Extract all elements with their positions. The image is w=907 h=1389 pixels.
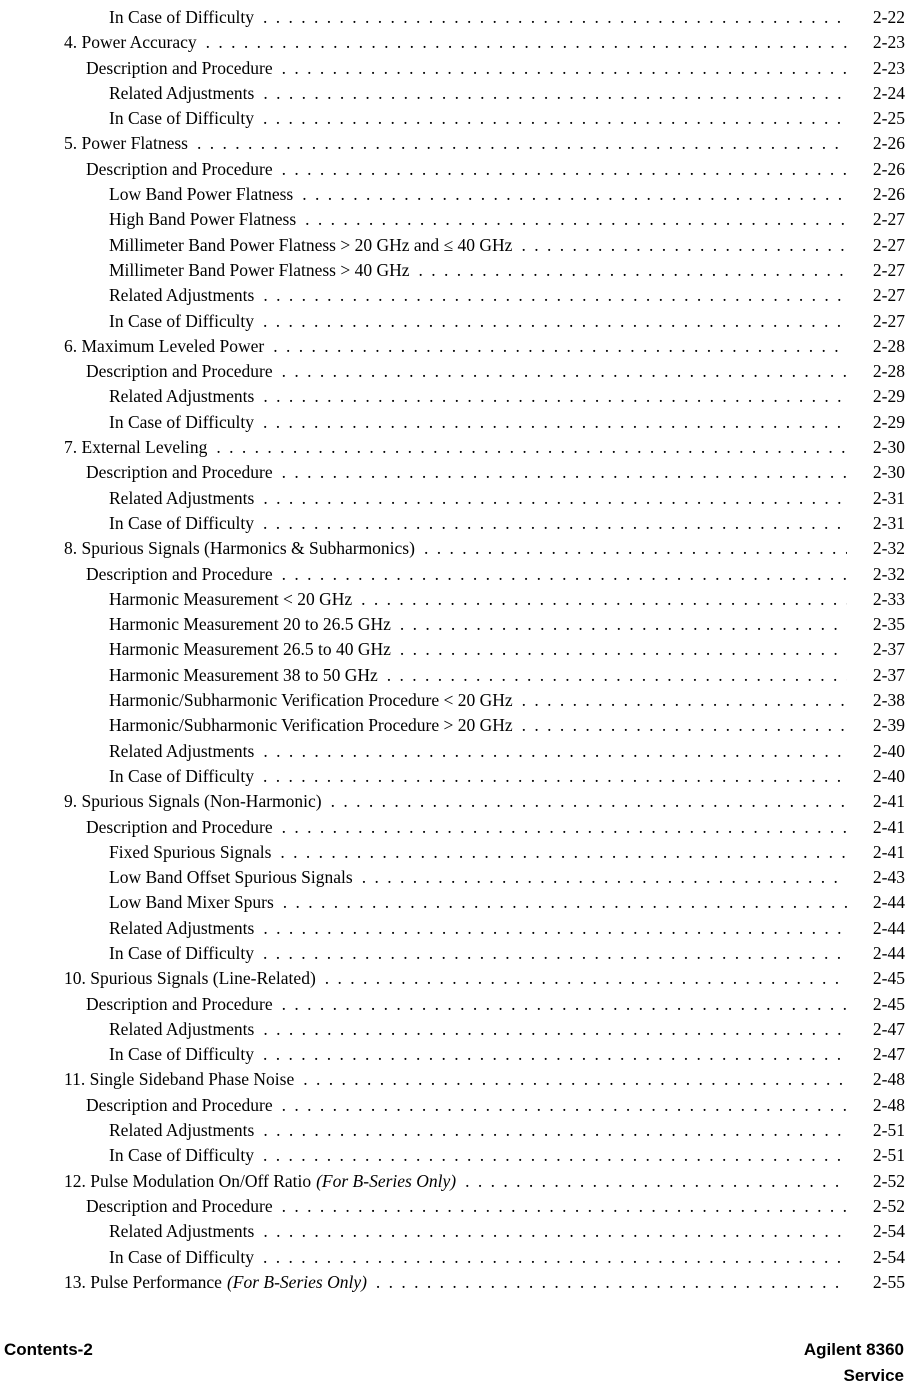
toc-entry-text: Millimeter Band Power Flatness > 20 GHz and ≤ 40 GHz bbox=[109, 234, 513, 255]
toc-entry-title bbox=[109, 840, 271, 865]
toc-entry bbox=[0, 5, 905, 30]
toc-entry-page: 2-55 bbox=[872, 1271, 905, 1292]
toc-entry bbox=[0, 334, 905, 359]
dot-leader bbox=[263, 1017, 847, 1042]
toc-entry-title bbox=[64, 789, 322, 814]
toc-entry-title bbox=[109, 207, 296, 232]
toc-entry-page: 2-27 bbox=[872, 209, 905, 230]
dot-leader bbox=[331, 789, 847, 814]
toc-entry-page: 2-51 bbox=[872, 1120, 905, 1141]
toc-entry-title bbox=[109, 587, 352, 612]
toc-entry bbox=[0, 890, 905, 915]
toc-entry-title bbox=[109, 106, 254, 131]
footer-page-label: Contents-2 bbox=[4, 1340, 93, 1359]
toc-entry-page: 2-23 bbox=[872, 57, 905, 78]
toc-entry-page: 2-48 bbox=[872, 1069, 905, 1090]
toc-entry-text: Related Adjustments bbox=[109, 487, 255, 508]
page-footer bbox=[4, 1337, 904, 1389]
dot-leader bbox=[305, 207, 847, 232]
toc-entry-text: Low Band Power Flatness bbox=[109, 184, 294, 205]
toc-entry-title bbox=[109, 486, 254, 511]
dot-leader bbox=[465, 1169, 847, 1194]
toc-entry-page: 2-41 bbox=[872, 791, 905, 812]
footer-doc-title: Agilent 8360 bbox=[803, 1340, 904, 1359]
dot-leader bbox=[282, 992, 847, 1017]
toc-entry-title bbox=[109, 511, 254, 536]
dot-leader bbox=[263, 5, 847, 30]
dot-leader bbox=[263, 1219, 847, 1244]
toc-entry-page: 2-37 bbox=[872, 639, 905, 660]
toc-entry-title bbox=[109, 688, 513, 713]
toc-entry bbox=[0, 1118, 905, 1143]
toc-entry-text: Description and Procedure bbox=[86, 993, 273, 1014]
toc-entry-text: Fixed Spurious Signals bbox=[109, 841, 272, 862]
toc-entry-title bbox=[109, 1143, 254, 1168]
toc-entry-title bbox=[109, 233, 512, 258]
toc-entry-text: Description and Procedure bbox=[86, 57, 273, 78]
dot-leader bbox=[280, 840, 847, 865]
footer-doc-info bbox=[804, 1337, 904, 1389]
toc-entry-page: 2-51 bbox=[872, 1145, 905, 1166]
dot-leader bbox=[263, 916, 847, 941]
dot-leader bbox=[400, 612, 847, 637]
toc-entry-text: In Case of Difficulty bbox=[109, 411, 254, 432]
toc-entry-title bbox=[109, 663, 378, 688]
toc-entry-title bbox=[86, 992, 273, 1017]
toc-entry-page: 2-44 bbox=[872, 942, 905, 963]
toc-entry bbox=[0, 309, 905, 334]
toc-entry bbox=[0, 511, 905, 536]
toc-entry-page: 2-40 bbox=[872, 740, 905, 761]
toc-entry bbox=[0, 916, 905, 941]
toc-entry-text: Description and Procedure bbox=[86, 563, 273, 584]
toc-entry-text: Harmonic Measurement < 20 GHz bbox=[109, 588, 353, 609]
toc-entry bbox=[0, 81, 905, 106]
toc-entry-page: 2-44 bbox=[872, 892, 905, 913]
toc-entry-page: 2-33 bbox=[872, 588, 905, 609]
toc-entry-page: 2-22 bbox=[872, 7, 905, 27]
toc-entry-text: High Band Power Flatness bbox=[109, 209, 297, 230]
dot-leader bbox=[263, 486, 847, 511]
toc-entry bbox=[0, 1067, 905, 1092]
toc-entry bbox=[0, 739, 905, 764]
toc-entry-title bbox=[109, 764, 254, 789]
toc-entry-page: 2-52 bbox=[872, 1170, 905, 1191]
toc-entry-page: 2-26 bbox=[872, 133, 905, 154]
dot-leader bbox=[273, 334, 847, 359]
toc-entry-page: 2-23 bbox=[872, 32, 905, 53]
toc-entry-text: In Case of Difficulty bbox=[109, 310, 254, 331]
toc-entry-page: 2-38 bbox=[872, 690, 905, 711]
toc-entry-text: 8. Spurious Signals (Harmonics & Subharmonics) bbox=[64, 538, 415, 559]
toc-entry bbox=[0, 612, 905, 637]
dot-leader bbox=[263, 511, 847, 536]
toc-entry-page: 2-27 bbox=[872, 285, 905, 306]
toc-entry-page: 2-43 bbox=[872, 867, 905, 888]
toc-entry bbox=[0, 233, 905, 258]
toc-entry-page: 2-32 bbox=[872, 563, 905, 584]
toc-entry bbox=[0, 258, 905, 283]
toc-entry-page: 2-47 bbox=[872, 1044, 905, 1065]
toc-entry-text: 11. Single Sideband Phase Noise bbox=[64, 1069, 295, 1090]
toc-entry bbox=[0, 992, 905, 1017]
dot-leader bbox=[263, 81, 847, 106]
toc-entry bbox=[0, 1093, 905, 1118]
toc-entry-text: In Case of Difficulty bbox=[109, 512, 254, 533]
toc-entry-title bbox=[109, 384, 254, 409]
toc-entry-page: 2-26 bbox=[872, 158, 905, 179]
toc-entry bbox=[0, 157, 905, 182]
toc-entry bbox=[0, 106, 905, 131]
toc-entry bbox=[0, 359, 905, 384]
toc-entry-page: 2-31 bbox=[872, 512, 905, 533]
toc-entry-title bbox=[64, 131, 188, 156]
toc-entry-text: Related Adjustments bbox=[109, 1018, 255, 1039]
toc-entry-text: 10. Spurious Signals (Line-Related) bbox=[64, 968, 316, 989]
toc-entry bbox=[0, 1219, 905, 1244]
toc-entry-title bbox=[109, 182, 293, 207]
toc-entry-title bbox=[109, 865, 353, 890]
toc-entry-text: In Case of Difficulty bbox=[109, 1246, 254, 1267]
toc-entry-title bbox=[109, 5, 254, 30]
toc-entry-page: 2-27 bbox=[872, 310, 905, 331]
dot-leader bbox=[282, 562, 847, 587]
dot-leader bbox=[303, 1067, 847, 1092]
dot-leader bbox=[283, 890, 847, 915]
dot-leader bbox=[216, 435, 847, 460]
toc-entry bbox=[0, 764, 905, 789]
toc-entry bbox=[0, 941, 905, 966]
dot-leader bbox=[263, 764, 847, 789]
footer-doc-subtitle: Service bbox=[843, 1366, 904, 1385]
toc-entry-text: Low Band Offset Spurious Signals bbox=[109, 867, 353, 888]
dot-leader bbox=[263, 106, 847, 131]
toc-entry-text: Description and Procedure bbox=[86, 1195, 273, 1216]
toc-entry-title bbox=[64, 1067, 294, 1092]
toc-entry-text: Harmonic/Subharmonic Verification Procedure < 20 GHz bbox=[109, 690, 513, 711]
toc-entry-page: 2-31 bbox=[872, 487, 905, 508]
toc-entry-page: 2-27 bbox=[872, 234, 905, 255]
toc-entry-text: Description and Procedure bbox=[86, 816, 273, 837]
toc-entry-title bbox=[109, 309, 254, 334]
dot-leader bbox=[325, 966, 847, 991]
dot-leader bbox=[282, 359, 847, 384]
toc-entry-title bbox=[86, 56, 273, 81]
dot-leader bbox=[282, 1093, 847, 1118]
toc-entry-title bbox=[86, 562, 273, 587]
toc-entry-page: 2-27 bbox=[872, 259, 905, 280]
toc-entry-title bbox=[86, 1093, 273, 1118]
dot-leader bbox=[263, 384, 847, 409]
toc-entry-page: 2-28 bbox=[872, 361, 905, 382]
toc-entry-title bbox=[109, 283, 254, 308]
toc-entry-title bbox=[64, 1270, 367, 1295]
toc-entry-title bbox=[109, 890, 274, 915]
toc-entry bbox=[0, 637, 905, 662]
toc-entry-page: 2-29 bbox=[872, 411, 905, 432]
toc-entry-title bbox=[109, 1245, 254, 1270]
toc-entry-title bbox=[109, 637, 391, 662]
toc-entry-text: Related Adjustments bbox=[109, 1120, 255, 1141]
toc-entry bbox=[0, 536, 905, 561]
toc-entry bbox=[0, 688, 905, 713]
toc-entry-page: 2-28 bbox=[872, 335, 905, 356]
dot-leader bbox=[263, 1042, 847, 1067]
toc-entry bbox=[0, 966, 905, 991]
toc-entry-text: Millimeter Band Power Flatness > 40 GHz bbox=[109, 259, 410, 280]
toc-entry-page: 2-30 bbox=[872, 462, 905, 483]
toc-entry bbox=[0, 587, 905, 612]
toc-entry-text: 13. Pulse Performance bbox=[64, 1271, 222, 1292]
toc-entry-title bbox=[64, 334, 264, 359]
toc-entry-page: 2-40 bbox=[872, 765, 905, 786]
toc-entry-page: 2-26 bbox=[872, 184, 905, 205]
toc-entry-page: 2-29 bbox=[872, 386, 905, 407]
toc-entry bbox=[0, 713, 905, 738]
toc-entry-title bbox=[109, 713, 513, 738]
toc-entry-text: In Case of Difficulty bbox=[109, 942, 254, 963]
toc-entry-page: 2-39 bbox=[872, 715, 905, 736]
toc-entry-text: In Case of Difficulty bbox=[109, 1145, 254, 1166]
toc-entry bbox=[0, 865, 905, 890]
dot-leader bbox=[424, 536, 847, 561]
toc-entry bbox=[0, 840, 905, 865]
dot-leader bbox=[197, 131, 847, 156]
toc-entry-page: 2-45 bbox=[872, 993, 905, 1014]
toc-entry-page: 2-48 bbox=[872, 1094, 905, 1115]
toc-entry bbox=[0, 460, 905, 485]
toc-entry-text: In Case of Difficulty bbox=[109, 7, 254, 27]
toc-entry bbox=[0, 663, 905, 688]
toc-entry-page: 2-24 bbox=[872, 82, 905, 103]
toc-entry-text: In Case of Difficulty bbox=[109, 108, 254, 129]
dot-leader bbox=[282, 157, 847, 182]
toc-entry-text: 4. Power Accuracy bbox=[64, 32, 197, 53]
toc-entry bbox=[0, 30, 905, 55]
dot-leader bbox=[521, 233, 847, 258]
toc-entry-title bbox=[86, 460, 273, 485]
toc-entry bbox=[0, 815, 905, 840]
toc-entry-title bbox=[86, 815, 273, 840]
toc-entry-title bbox=[109, 739, 254, 764]
toc-entry bbox=[0, 384, 905, 409]
toc-entry bbox=[0, 1245, 905, 1270]
toc-entry-page: 2-47 bbox=[872, 1018, 905, 1039]
dot-leader bbox=[376, 1270, 847, 1295]
toc-entry-title bbox=[109, 941, 254, 966]
dot-leader bbox=[263, 1118, 847, 1143]
toc-entry bbox=[0, 1143, 905, 1168]
toc-entry-text: 5. Power Flatness bbox=[64, 133, 188, 154]
toc-entry-text: 7. External Leveling bbox=[64, 437, 208, 458]
toc-entry-title bbox=[109, 81, 254, 106]
toc-entry-text: Low Band Mixer Spurs bbox=[109, 892, 274, 913]
toc-entry-page: 2-44 bbox=[872, 917, 905, 938]
toc-entry-text: Related Adjustments bbox=[109, 1221, 255, 1242]
toc-entry-page: 2-52 bbox=[872, 1195, 905, 1216]
toc-entry-title bbox=[109, 1017, 254, 1042]
toc-entry-title bbox=[109, 1118, 254, 1143]
toc-entry-text: 9. Spurious Signals (Non-Harmonic) bbox=[64, 791, 322, 812]
dot-leader bbox=[400, 637, 847, 662]
toc-entry-text: 6. Maximum Leveled Power bbox=[64, 335, 265, 356]
toc-entry-title bbox=[64, 30, 197, 55]
toc-entry bbox=[0, 435, 905, 460]
toc-entry-page: 2-30 bbox=[872, 437, 905, 458]
toc-entry-page: 2-41 bbox=[872, 841, 905, 862]
toc-entry-text: Description and Procedure bbox=[86, 462, 273, 483]
dot-leader bbox=[522, 688, 847, 713]
dot-leader bbox=[263, 309, 847, 334]
dot-leader bbox=[362, 865, 847, 890]
toc-entry bbox=[0, 486, 905, 511]
toc-entry-title bbox=[109, 1219, 254, 1244]
toc-entry-title bbox=[86, 157, 273, 182]
toc-entry bbox=[0, 1169, 905, 1194]
toc-entry-page: 2-25 bbox=[872, 108, 905, 129]
toc-entry-text: Description and Procedure bbox=[86, 361, 273, 382]
toc-entry bbox=[0, 283, 905, 308]
dot-leader bbox=[361, 587, 847, 612]
dot-leader bbox=[263, 941, 847, 966]
dot-leader bbox=[263, 1143, 847, 1168]
toc-entry-text: 12. Pulse Modulation On/Off Ratio bbox=[64, 1170, 312, 1191]
toc-entry bbox=[0, 1017, 905, 1042]
toc-entry-text: Related Adjustments bbox=[109, 285, 255, 306]
toc-entry-page: 2-45 bbox=[872, 968, 905, 989]
toc-entry bbox=[0, 1194, 905, 1219]
toc-entry-text: Harmonic Measurement 26.5 to 40 GHz bbox=[109, 639, 391, 660]
toc-entry bbox=[0, 56, 905, 81]
dot-leader bbox=[282, 460, 847, 485]
toc-entry-title bbox=[86, 359, 273, 384]
toc-entry-title bbox=[109, 410, 254, 435]
table-of-contents bbox=[0, 5, 907, 1295]
toc-entry-title bbox=[86, 1194, 273, 1219]
toc-entry-title bbox=[64, 536, 415, 561]
dot-leader bbox=[263, 410, 847, 435]
toc-entry-text: In Case of Difficulty bbox=[109, 1044, 254, 1065]
toc-entry-text: Related Adjustments bbox=[109, 740, 255, 761]
toc-entry bbox=[0, 207, 905, 232]
toc-entry-text: In Case of Difficulty bbox=[109, 765, 254, 786]
toc-entry-page: 2-32 bbox=[872, 538, 905, 559]
dot-leader bbox=[522, 713, 847, 738]
toc-entry-text: Related Adjustments bbox=[109, 386, 255, 407]
dot-leader bbox=[282, 1194, 847, 1219]
toc-entry-text-italic: (For B-Series Only) bbox=[226, 1271, 367, 1292]
toc-entry-text: Description and Procedure bbox=[86, 1094, 273, 1115]
dot-leader bbox=[263, 1245, 847, 1270]
dot-leader bbox=[302, 182, 847, 207]
toc-entry-title bbox=[64, 435, 207, 460]
dot-leader bbox=[282, 815, 847, 840]
toc-entry bbox=[0, 182, 905, 207]
toc-entry bbox=[0, 131, 905, 156]
dot-leader bbox=[206, 30, 847, 55]
toc-entry-text-italic: (For B-Series Only) bbox=[316, 1170, 457, 1191]
toc-entry bbox=[0, 789, 905, 814]
toc-entry-page: 2-54 bbox=[872, 1221, 905, 1242]
toc-entry-text: Harmonic Measurement 38 to 50 GHz bbox=[109, 664, 378, 685]
toc-entry-text: Harmonic/Subharmonic Verification Procedure > 20 GHz bbox=[109, 715, 513, 736]
toc-entry-text: Related Adjustments bbox=[109, 917, 255, 938]
dot-leader bbox=[282, 56, 847, 81]
toc-entry-page: 2-54 bbox=[872, 1246, 905, 1267]
toc-entry-page: 2-35 bbox=[872, 614, 905, 635]
dot-leader bbox=[419, 258, 847, 283]
dot-leader bbox=[387, 663, 847, 688]
dot-leader bbox=[263, 739, 847, 764]
toc-entry bbox=[0, 410, 905, 435]
toc-entry-title bbox=[109, 612, 391, 637]
toc-entry-text: Description and Procedure bbox=[86, 158, 273, 179]
toc-entry bbox=[0, 562, 905, 587]
toc-entry-page: 2-37 bbox=[872, 664, 905, 685]
toc-entry-page: 2-41 bbox=[872, 816, 905, 837]
toc-entry-title bbox=[109, 258, 410, 283]
toc-entry-text: Harmonic Measurement 20 to 26.5 GHz bbox=[109, 614, 391, 635]
dot-leader bbox=[263, 283, 847, 308]
toc-entry-title bbox=[109, 916, 254, 941]
toc-entry-title bbox=[109, 1042, 254, 1067]
toc-entry-title bbox=[64, 966, 316, 991]
toc-entry bbox=[0, 1042, 905, 1067]
toc-entry-text: Related Adjustments bbox=[109, 82, 255, 103]
toc-entry bbox=[0, 1270, 905, 1295]
toc-entry-title bbox=[64, 1169, 456, 1194]
